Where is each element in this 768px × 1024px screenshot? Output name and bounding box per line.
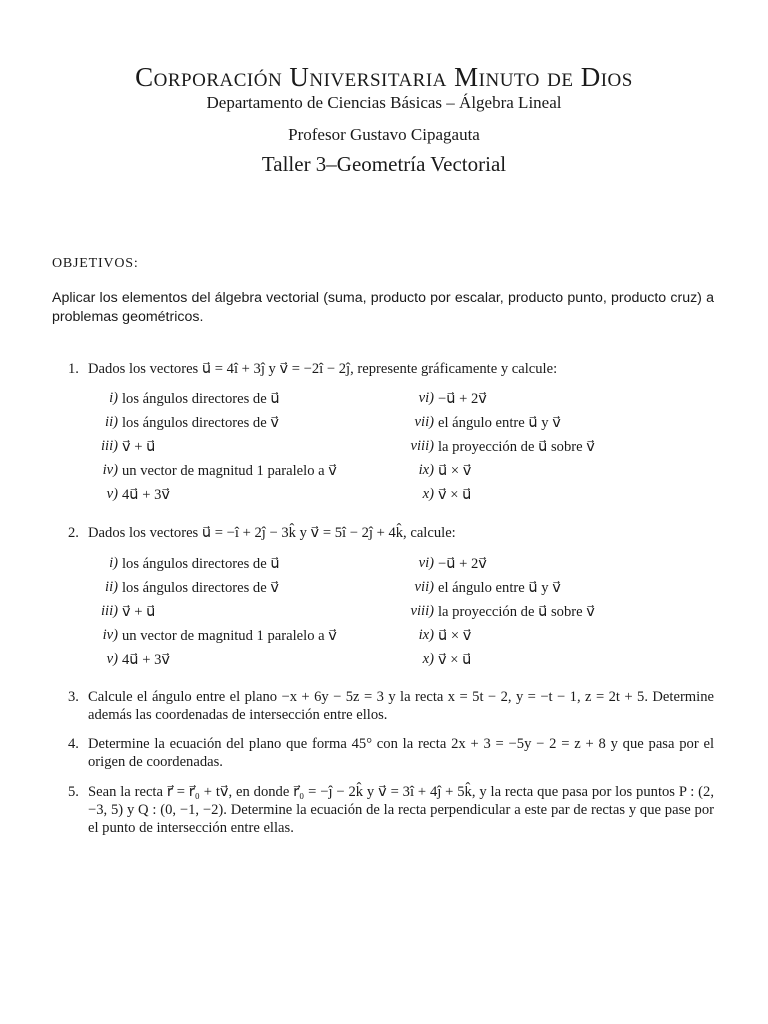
problem-statement: Determine la ecuación del plano que forma 45° con la recta 2x + 3 = −5y − 2 = z + 8 y que pasa por el origen de coordenadas.: [88, 736, 714, 770]
item-roman: viii): [410, 438, 434, 454]
list-item: [380, 462, 680, 482]
workshop-title: Taller 3–Geometría Vectorial: [261, 152, 507, 176]
problem-4: [68, 735, 714, 775]
problem-number: 3.: [68, 689, 79, 705]
item-text: v⃗ × u⃗: [438, 487, 472, 503]
list-item: [68, 555, 368, 575]
item-text: el ángulo entre u⃗ y v⃗: [438, 415, 561, 431]
list-item: [380, 414, 680, 434]
item-roman: vii): [414, 579, 434, 595]
item-text: los ángulos directores de v⃗: [122, 415, 279, 431]
item-text: los ángulos directores de v⃗: [122, 580, 279, 596]
item-roman: x): [422, 486, 434, 502]
list-item: [68, 390, 368, 410]
item-text: los ángulos directores de u⃗: [122, 556, 280, 572]
item-roman: ix): [418, 627, 434, 643]
problem-5: [68, 783, 714, 843]
list-item: [68, 627, 368, 647]
list-item: [68, 651, 368, 671]
item-roman: i): [109, 555, 118, 571]
problem-number: 2.: [68, 525, 79, 541]
list-item: [380, 579, 680, 599]
item-roman: viii): [410, 603, 434, 619]
list-item: [68, 579, 368, 599]
item-text: los ángulos directores de u⃗: [122, 391, 280, 407]
item-roman: iv): [102, 462, 118, 478]
problem-number: 5.: [68, 784, 79, 800]
item-roman: ii): [105, 414, 118, 430]
problem-statement: Dados los vectores u⃗ = 4î + 3ĵ y v⃗ = −2î − 2ĵ, represente gráficamente y calcule:: [88, 361, 558, 377]
list-item: [380, 603, 680, 623]
problem-statement: Calcule el ángulo entre el plano −x + 6y − 5z = 3 y la recta x = 5t − 2, y = −t − 1, z = 2t + 5. Determine además las coordenadas de intersección entre ellos.: [88, 689, 714, 723]
item-text: 4u⃗ + 3v⃗: [122, 487, 171, 503]
list-item: [68, 438, 368, 458]
item-roman: ii): [105, 579, 118, 595]
item-text: un vector de magnitud 1 paralelo a v⃗: [122, 628, 337, 644]
professor-name: Profesor Gustavo Cipagauta: [288, 125, 480, 144]
problem-number: 1.: [68, 361, 79, 377]
item-text: v⃗ × u⃗: [438, 652, 472, 668]
item-roman: iii): [100, 603, 118, 619]
item-roman: iv): [102, 627, 118, 643]
department-subtitle: Departamento de Ciencias Básicas – Álgebra Lineal: [206, 93, 562, 112]
item-roman: vi): [418, 390, 434, 406]
problem-statement: Sean la recta r⃗ = r⃗₀ + tv⃗, en donde r⃗₀ = −ĵ − 2k̂ y v⃗ = 3î + 4ĵ + 5k̂, y la recta que pasa por los puntos P : (2, −3, 5) y Q : (0, −1, −2). Determine la ecuación de la recta perpendicular a este par de rectas y que pase por el punto de intersección entre ellas.: [88, 784, 714, 836]
problem-statement: Dados los vectores u⃗ = −î + 2ĵ − 3k̂ y v⃗ = 5î − 2ĵ + 4k̂, calcule:: [88, 525, 456, 541]
item-roman: iii): [100, 438, 118, 454]
item-text: v⃗ + u⃗: [122, 439, 156, 455]
list-item: [380, 555, 680, 575]
problem-number: 4.: [68, 736, 79, 752]
item-text: −u⃗ + 2v⃗: [438, 391, 487, 407]
item-text: un vector de magnitud 1 paralelo a v⃗: [122, 463, 337, 479]
list-item: [68, 414, 368, 434]
problem-3: [68, 688, 714, 728]
item-text: v⃗ + u⃗: [122, 604, 156, 620]
list-item: [68, 462, 368, 482]
item-text: la proyección de u⃗ sobre v⃗: [438, 439, 595, 455]
list-item: [68, 603, 368, 623]
item-text: el ángulo entre u⃗ y v⃗: [438, 580, 561, 596]
item-roman: ix): [418, 462, 434, 478]
item-roman: vi): [418, 555, 434, 571]
list-item: [380, 486, 680, 506]
item-text: u⃗ × v⃗: [438, 628, 472, 644]
item-roman: x): [422, 651, 434, 667]
item-roman: v): [106, 651, 118, 667]
item-roman: i): [109, 390, 118, 406]
list-item: [380, 438, 680, 458]
institution-title: Corporación Universitaria Minuto de Dios: [135, 62, 633, 92]
list-item: [380, 627, 680, 647]
item-text: −u⃗ + 2v⃗: [438, 556, 487, 572]
item-roman: vii): [414, 414, 434, 430]
item-text: la proyección de u⃗ sobre v⃗: [438, 604, 595, 620]
list-item: [380, 651, 680, 671]
list-item: [68, 486, 368, 506]
objectives-text: Aplicar los elementos del álgebra vectorial (suma, producto por escalar, producto punto, producto cruz) a problemas geométricos.: [52, 290, 714, 325]
item-text: 4u⃗ + 3v⃗: [122, 652, 171, 668]
list-item: [380, 390, 680, 410]
item-text: u⃗ × v⃗: [438, 463, 472, 479]
item-roman: v): [106, 486, 118, 502]
objectives-heading: OBJETIVOS:: [52, 256, 139, 271]
